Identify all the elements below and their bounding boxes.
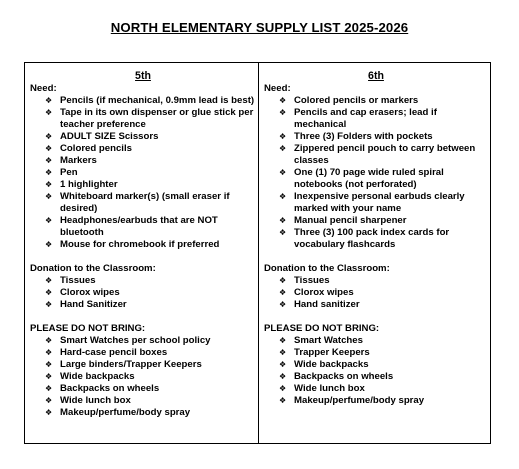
list-item-text: Smart Watches: [294, 335, 363, 346]
list-item-text: Hand sanitizer: [294, 299, 360, 310]
list-item-text: Wide backpacks: [60, 371, 135, 382]
diamond-bullet-icon: ❖: [45, 408, 53, 417]
list-item-text: Three (3) 100 pack index cards for vocabulary flashcards: [294, 227, 450, 250]
list-item: [30, 215, 256, 239]
diamond-bullet-icon: ❖: [279, 372, 287, 381]
diamond-bullet-icon: ❖: [279, 144, 287, 153]
diamond-bullet-icon: ❖: [45, 360, 53, 369]
diamond-bullet-icon: ❖: [45, 336, 53, 345]
list-item: [264, 275, 488, 287]
list-item: [30, 167, 256, 179]
list-item-text: Hard-case pencil boxes: [60, 347, 168, 358]
diamond-bullet-icon: ❖: [279, 348, 287, 357]
diamond-bullet-icon: ❖: [279, 108, 287, 117]
list-item: [30, 131, 256, 143]
diamond-bullet-icon: ❖: [279, 360, 287, 369]
section-spacer: [30, 311, 256, 323]
list-item: [264, 383, 488, 395]
diamond-bullet-icon: ❖: [45, 192, 53, 201]
supply-list: [264, 95, 488, 251]
list-item-text: Whiteboard marker(s) (small eraser if desired): [60, 191, 230, 214]
list-item-text: One (1) 70 page wide ruled spiral notebooks (not perforated): [294, 167, 444, 190]
list-item: [30, 107, 256, 131]
list-item-text: Mouse for chromebook if preferred: [60, 239, 220, 250]
diamond-bullet-icon: ❖: [45, 216, 53, 225]
list-item-text: Pencils and cap erasers; lead if mechanical: [294, 107, 437, 130]
list-item: [30, 143, 256, 155]
supply-list: [264, 275, 488, 311]
section-heading: PLEASE DO NOT BRING:: [264, 323, 380, 334]
diamond-bullet-icon: ❖: [45, 372, 53, 381]
diamond-bullet-icon: ❖: [45, 240, 53, 249]
diamond-bullet-icon: ❖: [279, 216, 287, 225]
section-heading: Donation to the Classroom:: [30, 263, 156, 274]
list-item: [264, 359, 488, 371]
diamond-bullet-icon: ❖: [279, 384, 287, 393]
section-heading: PLEASE DO NOT BRING:: [30, 323, 146, 334]
list-item-text: Pen: [60, 167, 78, 178]
diamond-bullet-icon: ❖: [45, 168, 53, 177]
diamond-bullet-icon: ❖: [45, 96, 53, 105]
list-item: [30, 155, 256, 167]
diamond-bullet-icon: ❖: [279, 288, 287, 297]
diamond-bullet-icon: ❖: [279, 276, 287, 285]
section-spacer: [30, 251, 256, 263]
diamond-bullet-icon: ❖: [45, 384, 53, 393]
supply-list: [30, 275, 256, 311]
list-item-text: Wide backpacks: [294, 359, 369, 370]
diamond-bullet-icon: ❖: [279, 168, 287, 177]
list-item: [264, 347, 488, 359]
list-item: [264, 143, 488, 167]
diamond-bullet-icon: ❖: [279, 300, 287, 309]
list-item-text: Smart Watches per school policy: [60, 335, 211, 346]
section-spacer: [264, 311, 488, 323]
list-item-text: Colored pencils: [60, 143, 132, 154]
diamond-bullet-icon: ❖: [45, 132, 53, 141]
list-item: [264, 95, 488, 107]
diamond-bullet-icon: ❖: [45, 180, 53, 189]
list-item: [30, 395, 256, 407]
list-item-text: Large binders/Trapper Keepers: [60, 359, 202, 370]
list-item-text: Makeup/perfume/body spray: [294, 395, 425, 406]
list-item-text: Headphones/earbuds that are NOT bluetooth: [60, 215, 218, 238]
diamond-bullet-icon: ❖: [279, 336, 287, 345]
supply-list: [30, 335, 256, 419]
diamond-bullet-icon: ❖: [279, 192, 287, 201]
list-item-text: Colored pencils or markers: [294, 95, 419, 106]
list-item: [30, 371, 256, 383]
grade-5-heading: 5th: [135, 70, 151, 82]
list-item: [264, 227, 488, 251]
supply-list: [264, 335, 488, 407]
section-heading: Need:: [264, 83, 291, 94]
diamond-bullet-icon: ❖: [45, 276, 53, 285]
grade-5-sections: [30, 83, 256, 419]
list-item: [264, 167, 488, 191]
list-item: [30, 299, 256, 311]
diamond-bullet-icon: ❖: [279, 132, 287, 141]
list-item: [264, 131, 488, 143]
list-item: [264, 299, 488, 311]
diamond-bullet-icon: ❖: [45, 108, 53, 117]
list-item-text: Backpacks on wheels: [294, 371, 394, 382]
list-item: [264, 395, 488, 407]
list-item-text: Backpacks on wheels: [60, 383, 160, 394]
diamond-bullet-icon: ❖: [45, 396, 53, 405]
list-item: [30, 383, 256, 395]
diamond-bullet-icon: ❖: [45, 300, 53, 309]
diamond-bullet-icon: ❖: [279, 396, 287, 405]
list-item-text: Clorox wipes: [294, 287, 354, 298]
grade-6-sections: [264, 83, 488, 407]
document-title: NORTH ELEMENTARY SUPPLY LIST 2025-2026: [110, 20, 409, 35]
section-heading: Donation to the Classroom:: [264, 263, 390, 274]
diamond-bullet-icon: ❖: [45, 144, 53, 153]
list-item: [30, 335, 256, 347]
grade-5-column: [25, 63, 258, 443]
list-item-text: Clorox wipes: [60, 287, 120, 298]
list-item: [264, 335, 488, 347]
list-item-text: Tissues: [60, 275, 96, 286]
list-item-text: Pencils (if mechanical, 0.9mm lead is best): [60, 95, 255, 106]
list-item: [264, 215, 488, 227]
list-item-text: Zippered pencil pouch to carry between classes: [294, 143, 476, 166]
list-item: [30, 191, 256, 215]
diamond-bullet-icon: ❖: [45, 156, 53, 165]
list-item: [264, 191, 488, 215]
list-item-text: Tape in its own dispenser or glue stick per teacher preference: [60, 107, 254, 130]
grade-6-column: [258, 63, 490, 443]
diamond-bullet-icon: ❖: [45, 348, 53, 357]
list-item-text: Tissues: [294, 275, 330, 286]
list-item: [30, 95, 256, 107]
list-item-text: 1 highlighter: [60, 179, 118, 190]
list-item: [30, 407, 256, 419]
list-item: [264, 287, 488, 299]
list-item: [30, 287, 256, 299]
list-item-text: Hand Sanitizer: [60, 299, 127, 310]
list-item-text: Wide lunch box: [294, 383, 365, 394]
diamond-bullet-icon: ❖: [279, 96, 287, 105]
diamond-bullet-icon: ❖: [45, 288, 53, 297]
list-item: [264, 107, 488, 131]
diamond-bullet-icon: ❖: [279, 228, 287, 237]
list-item-text: Inexpensive personal earbuds clearly marked with your name: [294, 191, 465, 214]
list-item: [30, 275, 256, 287]
list-item-text: Three (3) Folders with pockets: [294, 131, 433, 142]
list-item-text: Manual pencil sharpener: [294, 215, 407, 226]
grade-6-heading: 6th: [368, 70, 384, 82]
list-item: [30, 179, 256, 191]
list-item: [30, 347, 256, 359]
list-item-text: Wide lunch box: [60, 395, 131, 406]
section-heading: Need:: [30, 83, 57, 94]
section-spacer: [264, 251, 488, 263]
list-item-text: ADULT SIZE Scissors: [60, 131, 159, 142]
list-item-text: Makeup/perfume/body spray: [60, 407, 191, 418]
list-item-text: Trapper Keepers: [294, 347, 370, 358]
supply-table: [24, 62, 491, 444]
list-item: [30, 359, 256, 371]
list-item-text: Markers: [60, 155, 97, 166]
list-item: [30, 239, 256, 251]
list-item: [264, 371, 488, 383]
supply-list: [30, 95, 256, 251]
